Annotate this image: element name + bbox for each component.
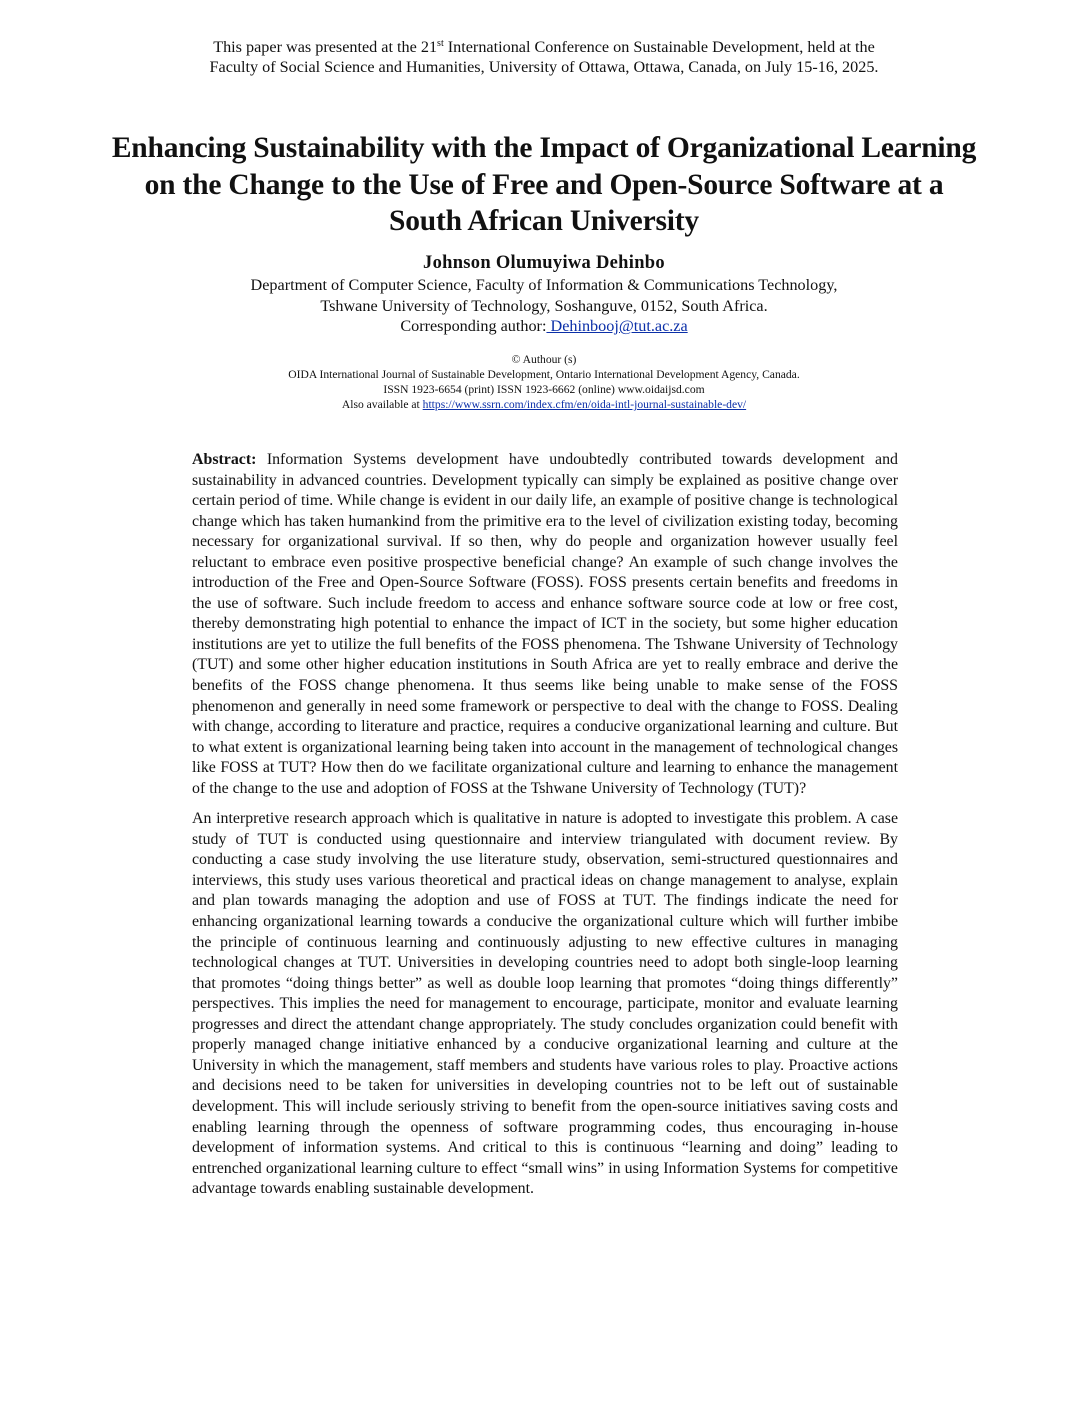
copyright-block <box>150 352 938 412</box>
author-affiliation <box>150 275 938 337</box>
ssrn-link[interactable]: https://www.ssrn.com/index.cfm/en/oida-intl-journal-sustainable-dev/ <box>422 398 747 411</box>
availability-label: Also available at <box>341 398 423 411</box>
ordinal-superscript: st <box>437 38 444 49</box>
corresponding-author-label: Corresponding author: <box>400 317 547 336</box>
conference-note-line2: Faculty of Social Science and Humanities, University of Ottawa, Ottawa, Canada, on July 15-16, 2025. <box>209 58 879 76</box>
abstract-paragraph-1-text: Information Systems development have undoubtedly contributed towards development and sustainability in advanced countries. Development typically can simply be explained as positive change over certain period of time. While change is evident in our daily life, an example of positive change is technological change which has taken humankind from the primitive era to the level of civilization existing today, becoming necessary for organizational survival. If so then, why do people and organization however usually feel reluctant to embrace even positive prospective beneficial change? An example of such change involves the introduction of the Free and Open-Source Software (FOSS). FOSS presents certain benefits and freedoms in the use of software. Such include freedom to access and enhance software source code at low or free cost, thereby demonstrating high potential to enhance the impact of ICT in the society, but some higher education institutions are yet to utilize the full benefits of the FOSS phenomena. The Tshwane University of Technology (TUT) and some other higher education institutions in South Africa are yet to really embrace and derive the benefits of the FOSS change phenomena. It thus seems like being unable to make sense of the FOSS phenomenon and generally in need some framework or perspective to deal with the change to FOSS. Dealing with change, according to literature and practice, requires a conducive organizational learning and culture. But to what extent is organizational learning being taken into account in the management of technological changes like FOSS at TUT? How then do we facilitate organizational culture and learning to enhance the management of the change to the use and adoption of FOSS at the Tshwane University of Technology (TUT)? <box>192 451 898 797</box>
abstract <box>192 450 898 1210</box>
author-email-link[interactable]: Dehinbooj@tut.ac.za <box>546 317 688 336</box>
affiliation-line-1: Department of Computer Science, Faculty of Information & Communications Technology, <box>250 276 838 294</box>
availability-line <box>150 397 938 412</box>
paper-title: Enhancing Sustainability with the Impact of Organizational Learning on the Change to the Use of Free and Open-Source Software at a South African University <box>111 132 977 237</box>
corresponding-author <box>150 316 938 337</box>
conference-note-line1: This paper was presented at the 21st International Conference on Sustainable Development, held at the <box>213 38 875 56</box>
issn-line: ISSN 1923-6654 (print) ISSN 1923-6662 (online) www.oidaijsd.com <box>383 383 705 396</box>
conference-note <box>150 37 938 77</box>
journal-line: OIDA International Journal of Sustainable Development, Ontario International Development Agency, Canada. <box>288 368 800 381</box>
abstract-label: Abstract: <box>192 451 257 468</box>
author-name: Johnson Olumuyiwa Dehinbo <box>423 253 665 273</box>
copyright-line: © Authour (s) <box>511 353 577 366</box>
abstract-paragraph-2: An interpretive research approach which is qualitative in nature is adopted to investigate this problem. A case study of TUT is conducted using questionnaire and interview triangulated with document review. By conducting a case study involving the use literature study, observation, semi-structured questionnaires and interviews, this study uses various theoretical and practical ideas on change management to analyse, explain and plan towards managing the adoption and use of FOSS at TUT. The findings indicate the need for enhancing organizational learning towards a conducive the organizational culture which will further imbibe the principle of continuous learning and continuously adjusting to new effective cultures in managing technological changes at TUT. Universities in developing countries need to adopt both single-loop learning that promotes “doing things better” as well as double loop learning that promotes “doing things differently” perspectives. This implies the need for management to encourage, participate, monitor and evaluate learning progresses and direct the attendant change appropriately. The study concludes organization could benefit with properly managed change initiative enhanced by a conducive organizational learning and culture at the University in which the management, staff members and students have various roles to play. Proactive actions and decisions need to be taken for universities in developing countries not to be left out of sustainable development. This will include seriously striving to benefit from the open-source initiatives saving costs and enabling learning through the openness of software programming codes, thus encouraging in-house development of information systems. And critical to this is continuous “learning and doing” leading to entrenched organizational learning culture to effect “small wins” in using Information Systems for competitive advantage towards enabling sustainable development. <box>192 810 898 1198</box>
abstract-paragraph-1 <box>192 450 898 799</box>
affiliation-line-2: Tshwane University of Technology, Soshanguve, 0152, South Africa. <box>320 296 768 315</box>
